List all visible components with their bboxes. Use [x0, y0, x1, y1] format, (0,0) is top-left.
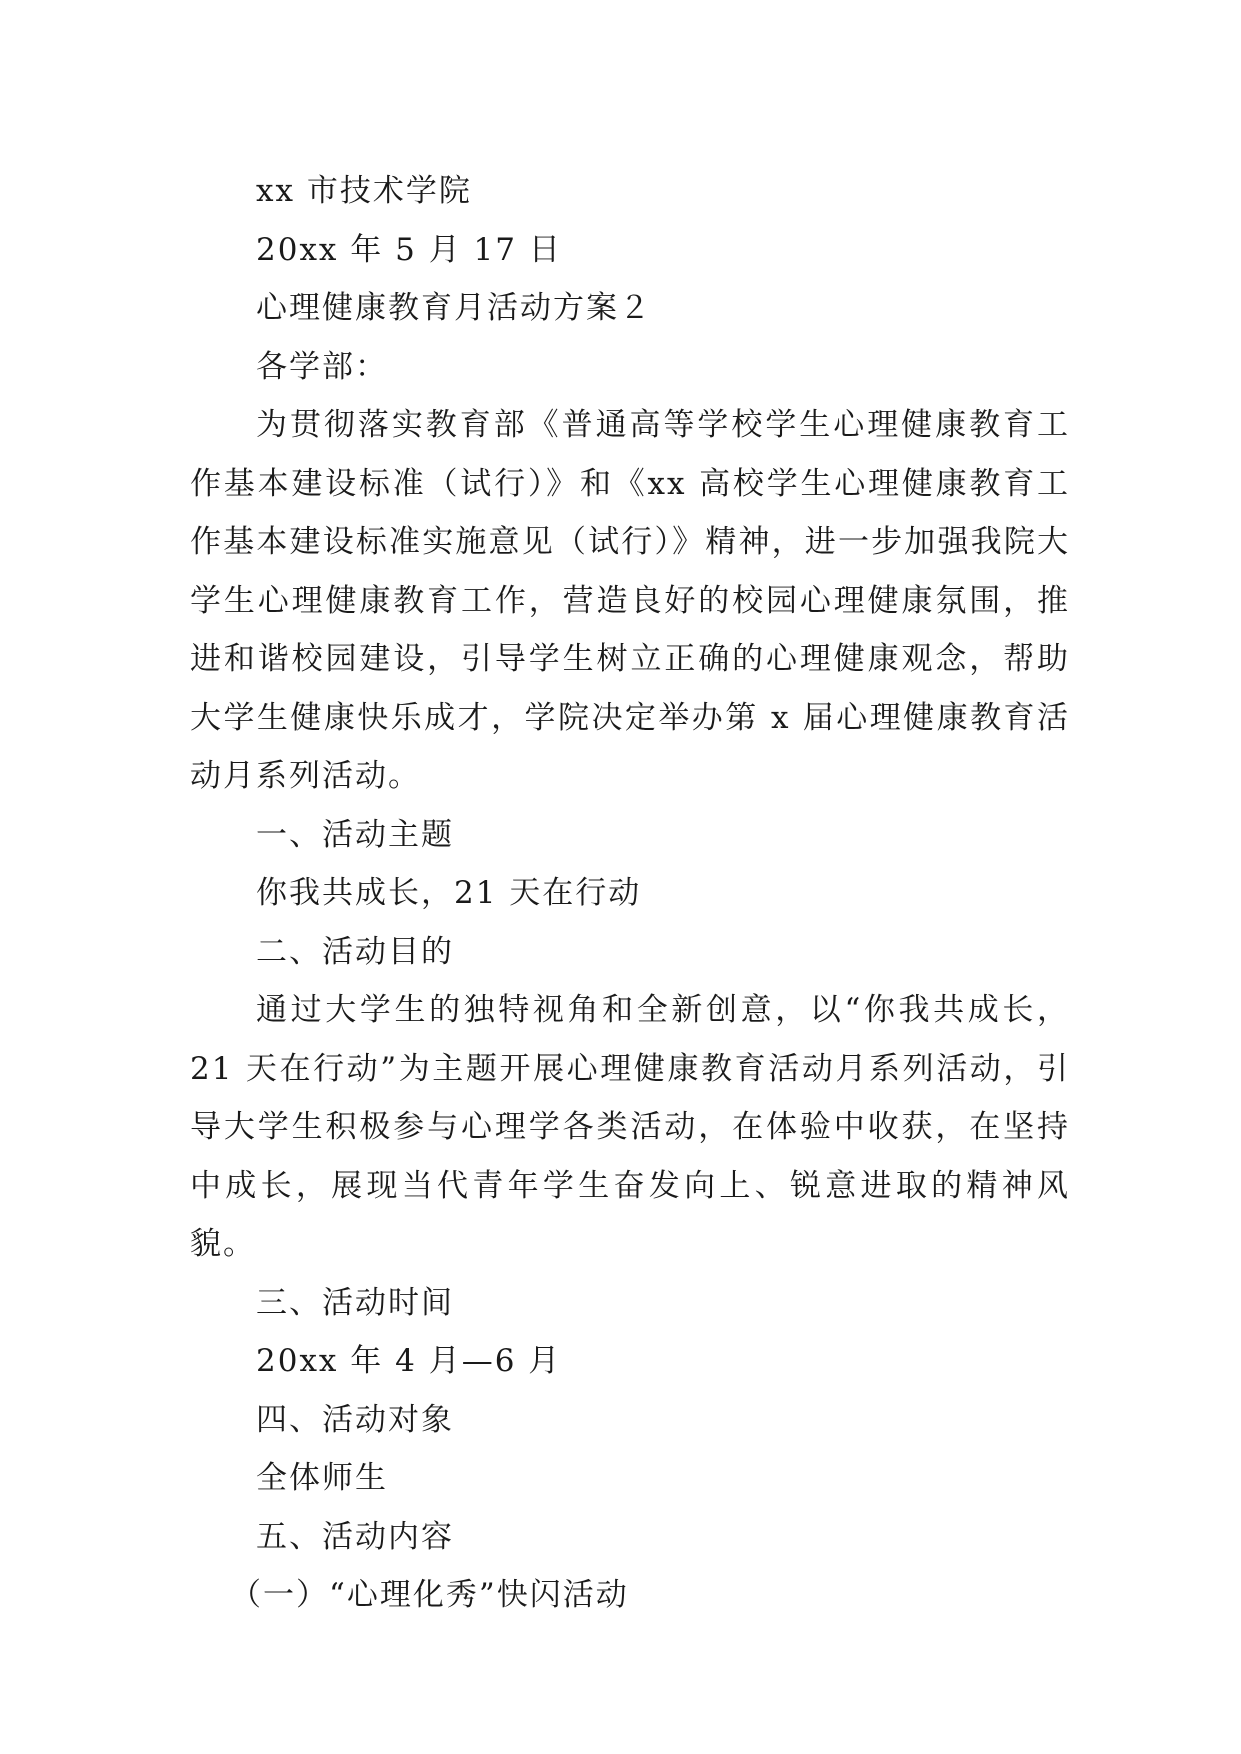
section-body-audience: 全体师生 [256, 1460, 388, 1496]
section-body-time: 20xx 年 4 月—6 月 [256, 1343, 562, 1379]
subsection-heading-flashmob: （一）“心理化秀”快闪活动 [230, 1577, 629, 1613]
section-heading-content: 五、活动内容 [256, 1518, 454, 1555]
date-line: 20xx 年 5 月 17 日 [256, 231, 562, 268]
section-heading-audience: 四、活动对象 [256, 1401, 454, 1438]
salutation: 各学部： [256, 348, 388, 385]
section-heading-theme: 一、活动主题 [256, 816, 454, 853]
section-body-purpose: 通过大学生的独特视角和全新创意，以“你我共成长，21 天在行动”为主题开展心理健康教育活动月系列活动，引导大学生积极参与心理学各类活动，在体验中收获，在坚持中成长，展现当代青年学生奋发向上、锐意进取的精神风貌。 [190, 992, 1070, 1262]
org-line: xx 市技术学院 [256, 173, 472, 209]
section-heading-time: 三、活动时间 [256, 1284, 454, 1321]
section-heading-purpose: 二、活动目的 [256, 933, 454, 970]
document-body [190, 162, 1070, 1625]
intro-paragraph: 为贯彻落实教育部《普通高等学校学生心理健康教育工作基本建设标准（试行）》和《xx 高校学生心理健康教育工作基本建设标准实施意见（试行）》精神，进一步加强我院大学生心理健康教育工作，营造良好的校园心理健康氛围，推进和谐校园建设，引导学生树立正确的心理健康观念，帮助大学生健康快乐成才，学院决定举办第 x 届心理健康教育活动月系列活动。 [190, 407, 1070, 794]
document-title: 心理健康教育月活动方案２ [256, 290, 652, 326]
section-body-theme: 你我共成长，21 天在行动 [256, 875, 642, 911]
